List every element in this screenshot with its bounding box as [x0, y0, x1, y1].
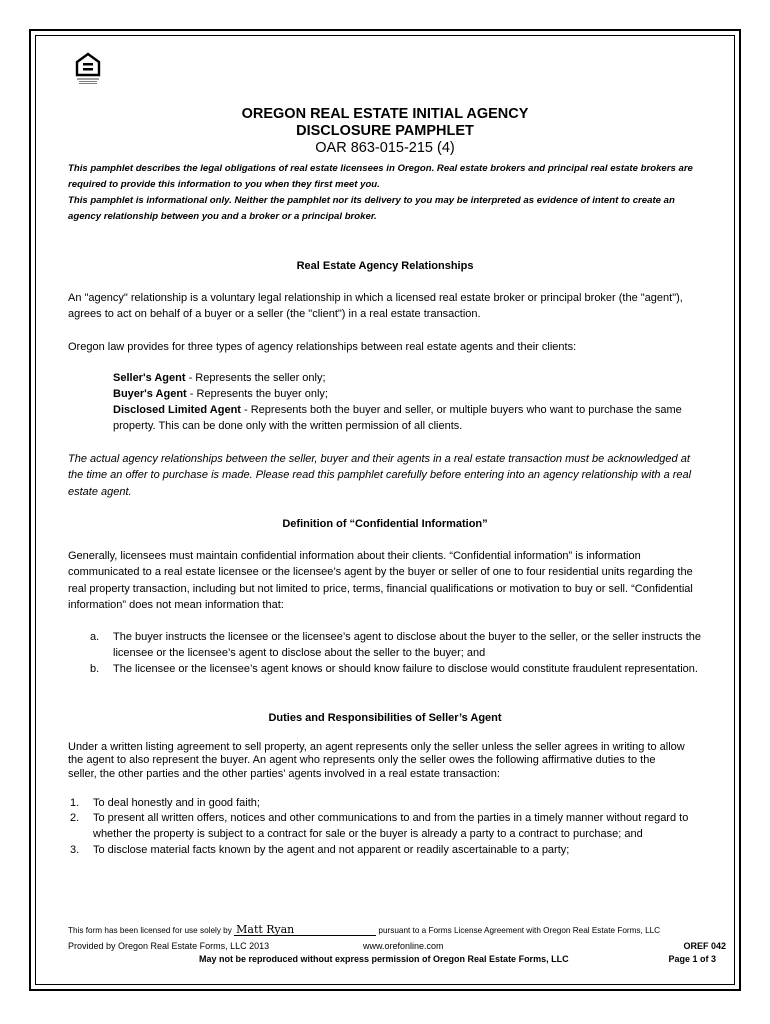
list-marker: 2. [70, 812, 80, 824]
form-id: OREF 042 [683, 941, 726, 951]
agent-type-disclosed-limited-cont: property. This can be done only with the written permission of all clients. [113, 420, 463, 432]
list-marker: 1. [70, 797, 80, 809]
list-item: To disclose material facts known by the agent and not apparent or readily ascertainable to a party; [93, 844, 570, 856]
list-item: To present all written offers, notices and other communications to and from the parties in a timely manner without regard to whether the property is subject to a contract for sale or the buyer is already a party to a contract to purchase; and [93, 812, 689, 841]
section-heading-sellers-agent-duties: Duties and Responsibilities of Seller’s Agent [268, 712, 502, 724]
website-link[interactable]: www.orefonline.com [363, 941, 444, 951]
section-heading-confidential-information: Definition of “Confidential Information” [282, 518, 488, 530]
list-item: To deal honestly and in good faith; [93, 797, 260, 809]
oar-reference: OAR 863-015-215 (4) [315, 140, 455, 156]
list-item: The buyer instructs the licensee or the licensee’s agent to disclose about the buyer to the seller, or the seller instructs the licensee or the licensee’s agent to disclose about the seller to the buyer; and [113, 631, 702, 660]
acknowledgement-note: The actual agency relationships between the seller, buyer and their agents in a real estate transaction must be acknowledged at the time an offer to purchase is made. Please read this pamphlet carefully before entering into an agency relationship with a real estate agent. [68, 453, 692, 498]
list-marker: 3. [70, 844, 80, 856]
list-marker: b. [90, 663, 100, 675]
provided-by: Provided by Oregon Real Estate Forms, LLC 2013 [68, 941, 270, 951]
agent-type-sellers: Seller's Agent - Represents the seller only; [113, 372, 326, 384]
page-number: Page 1 of 3 [668, 954, 716, 964]
agent-type-buyers: Buyer's Agent - Represents the buyer only; [113, 388, 328, 400]
section-heading-agency-relationships: Real Estate Agency Relationships [296, 260, 474, 272]
title-line-2: DISCLOSURE PAMPHLET [296, 123, 474, 139]
license-line: This form has been licensed for use solely by Matt Ryan pursuant to a Forms License Agreement with Oregon Real Estate Forms, LLC [68, 923, 661, 936]
list-item: The licensee or the licensee’s agent knows or should know failure to disclose would constitute fraudulent representation. [113, 663, 698, 675]
agency-types-intro: Oregon law provides for three types of agency relationships between real estate agents and their clients: [68, 341, 577, 353]
licensee-signature: Matt Ryan [234, 924, 376, 936]
sellers-agent-duties-paragraph: Under a written listing agreement to sell property, an agent represents only the seller unless the seller agrees in writing to allow the agent to also represent the buyer. An agent who represents only the seller owes the following affirmative duties to the seller, the other parties and the other parties’ agents involved in a real estate transaction: [68, 741, 685, 780]
title-line-1: OREGON REAL ESTATE INITIAL AGENCY [241, 106, 529, 122]
agent-type-disclosed-limited: Disclosed Limited Agent - Represents both the buyer and seller, or multiple buyers who want to purchase the same [113, 404, 682, 416]
confidential-information-paragraph: Generally, licensees must maintain confidential information about their clients. “Confidential information” is information communicated to a real estate licensee or the licensee’s agent by the buyer or seller of one to four residential units regarding the real property transaction, including but not limited to price, terms, financial qualifications or motivation to buy or sell. “Confidential information” does not mean information that: [68, 550, 693, 611]
list-marker: a. [90, 631, 100, 643]
copyright-notice: May not be reproduced without express permission of Oregon Real Estate Forms, LLC [199, 954, 569, 964]
agency-definition-paragraph: An "agency" relationship is a voluntary legal relationship in which a licensed real estate broker or principal broker (the "agent"), agrees to act on behalf of a buyer or a seller (the "client") in a real estate transaction. [68, 292, 683, 321]
equal-housing-logo-icon [74, 50, 102, 86]
intro-text: This pamphlet describes the legal obligations of real estate licensees in Oregon. Real estate brokers and principal real estate brokers are required to provide this information to you when they first meet you. This pamphlet is informational only. Neither the pamphlet nor its delivery to you may be interpreted as evidence of intent to create an agency relationship between you and a broker or a principal broker. [68, 163, 693, 222]
